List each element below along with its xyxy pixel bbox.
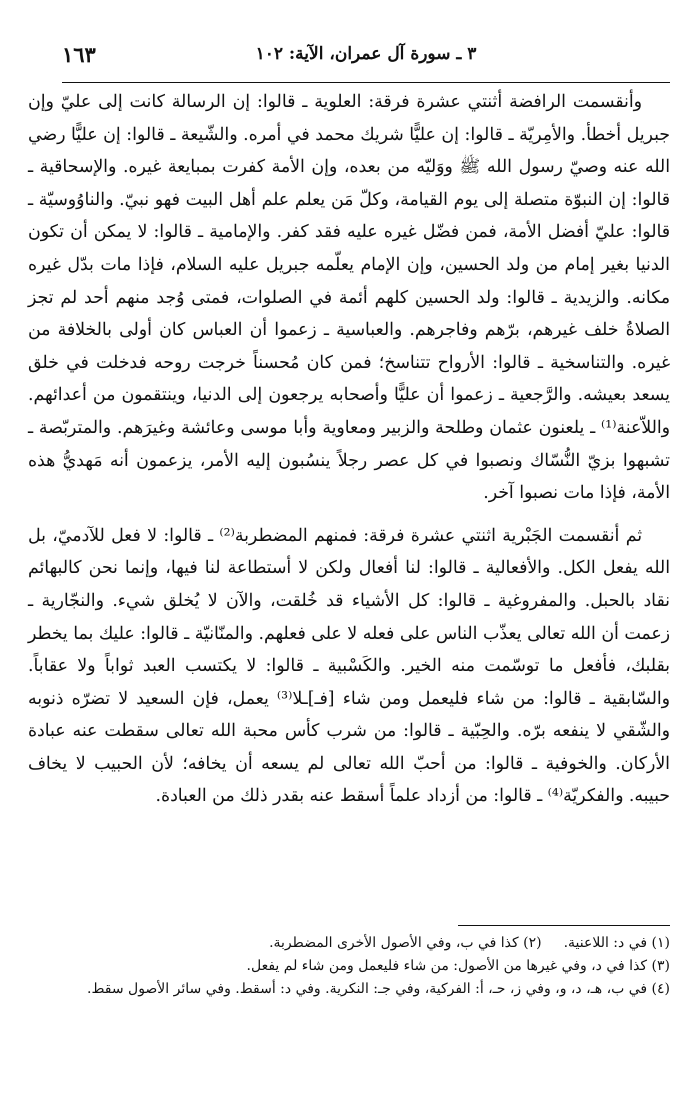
header-rule	[62, 82, 670, 83]
footnote-line-3	[28, 978, 670, 1001]
chapter-verse-title: ٣ ـ سورة آل عمران، الآية: ١٠٢	[255, 44, 477, 64]
footnotes	[28, 932, 670, 1001]
footnote-3: (٣) كذا في د، وفي غيرها من الأصول: من شاء فليعمل ومن شاء لم يفعل.	[246, 958, 670, 974]
footnote-2: (٢) كذا في ب، وفي الأصول الأخرى المضطربة.	[269, 935, 542, 951]
footnote-line-2	[28, 955, 670, 978]
paragraph-rafida-sects: وأنقسمت الرافضة أثنتي عشرة فرقة: العلوية ـ قالوا: إن الرسالة كانت إلى عليّ وإن جبريل أخطأ. والأمِريّة ـ قالوا: إن عليًّا شريك محمد في أمره. والشّيعة ـ قالوا: إن عليًّا رضي الله عنه وصيّ رسول الله ﷺ ووَليّه من بعده، وإن الأمة كفرت بمبايعة غيره. والإسحاقية ـ قالوا: إن النبوّة متصلة إلى يوم القيامة، وكلّ مَن يعلم علم أهل البيت فهو نبيّ. والناوُوسيّة ـ قالوا: عليّ أفضل الأمة، فمن فضّل غيره عليه فقد كفر. والإمامية ـ قالوا: لا يمكن أن تكون الدنيا بغير إمام من ولد الحسين، وإن الإمام يعلّمه جبريل عليه السلام، فإذا مات بدّل غيره مكانه. والزيدية ـ قالوا: ولد الحسين كلهم أئمة في الصلوات، فمتى وُجد منهم أحد لم تجز الصلاةُ خلف غيرهم، برّهم وفاجرهم. والعباسية ـ زعموا أن العباس كان أولى بالخلافة من غيره. والتناسخية ـ قالوا: الأرواح تتناسخ؛ فمن كان مُحسناً خرجت روحه فدخلت في خلق يسعد بعيشه. والرَّجعية ـ زعموا أن عليًّا وأصحابه يرجعون إلى الدنيا، وينتقمون من أعدائهم. واللاّعنة⁽¹⁾ ـ يلعنون عثمان وطلحة والزبير ومعاوية وأبا موسى وعائشة وغيرَهم. والمتربّصة ـ تشبهوا بزيّ النُّسّاك ونصبوا في كل عصر رجلاً ينسُبون إليه الأمر، يزعمون أنه مَهديُّ هذه الأمة، فإذا مات نصبوا آخر.	[28, 92, 670, 504]
page-number: ١٦٣	[62, 42, 96, 67]
footnote-line-1	[28, 932, 670, 955]
paragraph-jabriya-sects: ثم أنقسمت الجَبْرية اثنتي عشرة فرقة: فمنهم المضطربة⁽²⁾ ـ قالوا: لا فعل للآدميّ، بل الله يفعل الكل. والأفعالية ـ قالوا: لنا أفعال ولكن لا أستطاعة لنا فيها، وإنما نحن كالبهائم نقاد بالحبل. والمفروغية ـ قالوا: كل الأشياء قد خُلقت، والآن لا يُخلق شيء. والنجّارية ـ زعمت أن الله تعالى يعذّب الناس على فعله لا على فعلهم. والمنّانيّة ـ قالوا: عليك بما يخطر بقلبك، فأفعل ما توسّمت منه الخير. والكَسْبية ـ قالوا: لا يكتسب العبد ثواباً ولا عقاباً. والسّابقية ـ قالوا: من شاء فليعمل ومن شاء [فـ]ـلا⁽³⁾ يعمل، فإن السعيد لا تضرّه ذنوبه والشّقي لا ينفعه برّه. والحِبّية ـ قالوا: من شرب كأس محبة الله تعالى سقطت عنه عبادة الأركان. والخوفية ـ قالوا: من أحبّ الله تعالى لم يسعه أن يخافه؛ لأن الحبيب لا يخاف حبيبه. والفكريّة⁽⁴⁾ ـ قالوا: من أزداد علماً أسقط عنه بقدر ذلك من العبادة.	[28, 525, 670, 807]
footnote-separator	[458, 925, 670, 926]
main-text	[28, 86, 670, 813]
running-head	[62, 40, 670, 78]
footnote-1: (١) في د: اللاعنية.	[563, 935, 670, 951]
footnote-4: (٤) في ب، هـ، د، و، وفي ز، حـ، أ: الفركية، وفي جـ: النكرية. وفي د: أسقط. وفي سائر الأصول سقط.	[87, 981, 670, 997]
